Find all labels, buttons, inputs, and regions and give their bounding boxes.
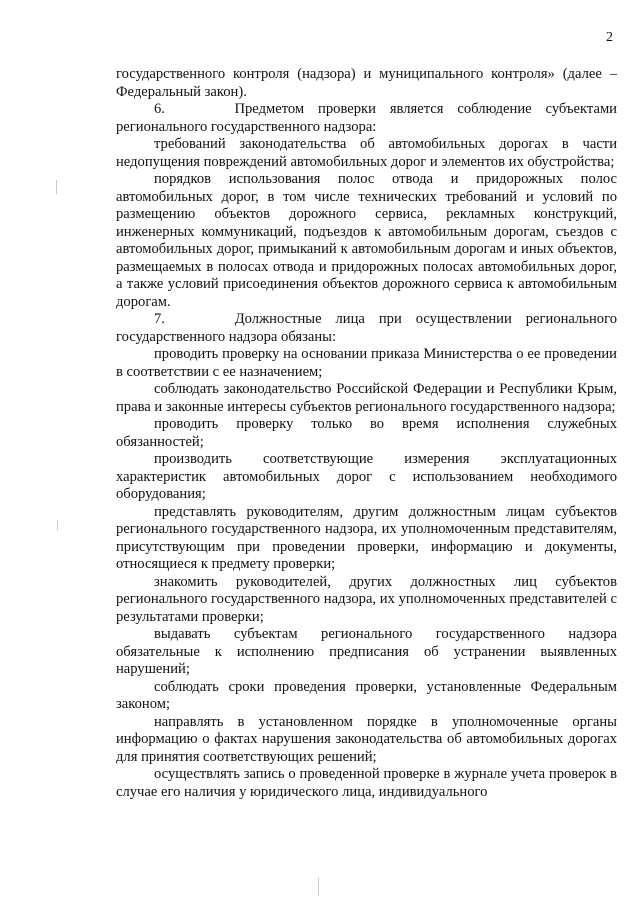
paragraph-continuation: государственного контроля (надзора) и муниципального контроля» (далее – Федеральный закон). — [116, 66, 617, 100]
paragraph-duty-inspection-basis: проводить проверку на основании приказа Министерства о ее проведении в соответствии с ее назначением; — [116, 346, 617, 380]
paragraph-duty-issue-orders: выдавать субъектам регионального государственного надзора обязательные к исполнению предписания об устранении выявленных нарушений; — [116, 626, 617, 677]
document-body — [116, 66, 617, 801]
page-number: 2 — [606, 30, 613, 45]
paragraph-roads-requirements: требований законодательства об автомобильных дорогах в части недопущения повреждений автомобильных дорог и элементов их обустройства; — [116, 136, 617, 170]
paragraph-duty-comply-law: соблюдать законодательство Российской Федерации и Республики Крым, права и законные интересы субъектов регионального государственного надзора; — [116, 381, 617, 415]
paragraph-duty-official-time: проводить проверку только во время исполнения служебных обязанностей; — [116, 416, 617, 450]
paragraph-duty-observe-deadlines: соблюдать сроки проведения проверки, установленные Федеральным законом; — [116, 678, 617, 712]
scan-mark-bottom — [318, 878, 319, 896]
paragraph-duty-measurements: производить соответствующие измерения эксплуатационных характеристик автомобильных дорог с использованием необходимого оборудования; — [116, 451, 617, 502]
paragraph-item-7: 7. Должностные лица при осуществлении регионального государственного надзора обязаны: — [116, 311, 617, 345]
paragraph-usage-procedures: порядков использования полос отвода и придорожных полос автомобильных дорог, в том числе технических требований и условий по размещению объектов дорожного сервиса, рекламных конструкций, инженерных коммуникаций, подъездов к автомобильным дорогам, съездов с автомобильных дорог, примыканий к автомобильным дорогам и иных объектов, размещаемых в полосах отвода и придорожных полосах автомобильных дорог, а также условий присоединения объектов дорожного сервиса к автомобильным дорогам. — [116, 171, 617, 310]
paragraph-duty-journal-record: осуществлять запись о проведенной проверке в журнале учета проверок в случае его наличия у юридического лица, индивидуального — [116, 766, 617, 800]
paragraph-duty-acquaint-results: знакомить руководителей, других должностных лиц субъектов регионального государственного надзора, их уполномоченных представителей с результатами проверки; — [116, 573, 617, 625]
paragraph-duty-report-violations: направлять в установленном порядке в уполномоченные органы информацию о фактах нарушения законодательства об автомобильных дорогах для принятия соответствующих решений; — [116, 713, 617, 765]
scan-mark-left-lower — [57, 520, 58, 530]
scan-mark-left — [56, 180, 57, 194]
paragraph-item-6: 6. Предметом проверки является соблюдение субъектами регионального государственного надзора: — [116, 101, 617, 135]
paragraph-duty-provide-info: представлять руководителям, другим должностным лицам субъектов регионального государственного надзора, их уполномоченным представителям, присутствующим при проведении проверки, информацию и документы, относящиеся к предмету проверки; — [116, 503, 617, 572]
